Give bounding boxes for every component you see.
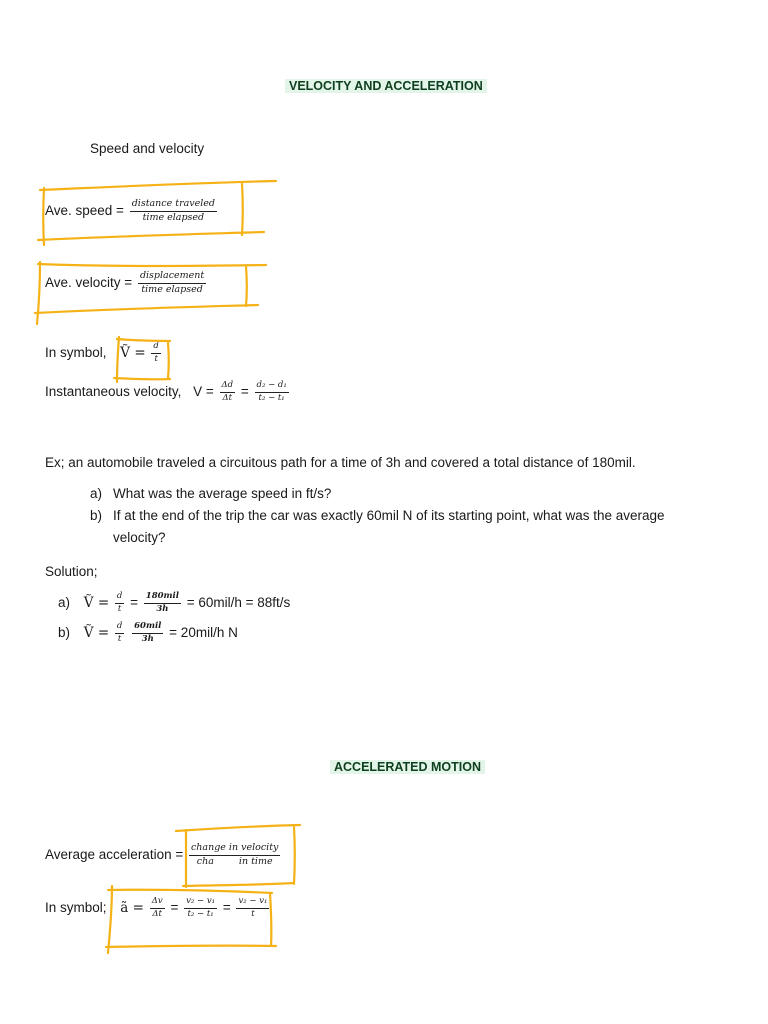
ave-speed-fraction — [130, 199, 217, 224]
fraction-numerator: d — [115, 622, 124, 634]
velocity-symbol: Ṽ = — [83, 624, 110, 641]
result-fraction — [236, 897, 269, 920]
fraction-denominator: t — [117, 603, 122, 614]
solution-b — [58, 622, 238, 645]
fraction-numerator: distance traveled — [130, 199, 217, 212]
difference-fraction — [184, 897, 217, 920]
symbol-fraction — [115, 592, 124, 615]
fraction-numerator: Δd — [220, 381, 236, 393]
fraction-numerator: d₂ − d₁ — [255, 381, 289, 393]
question-b-line1: If at the end of the trip the car was exactly 60mil N of its starting point, what was the average — [113, 508, 665, 523]
list-marker: b) — [90, 508, 103, 523]
fraction-denominator: 3h — [141, 633, 154, 644]
fraction-denominator: Δt — [152, 908, 162, 919]
fraction-numerator: 60mil — [132, 622, 163, 634]
velocity-symbol: Ṽ = — [120, 344, 146, 361]
equals-sign: = — [130, 594, 139, 610]
instantaneous-formula — [45, 381, 291, 404]
fraction-numerator: v₂ − v₁ — [236, 897, 269, 909]
example-intro: Ex; an automobile traveled a circuitous path for a time of 3h and covered a total distance of 180mil. — [45, 455, 636, 470]
fraction-denominator: t₂ − t₁ — [187, 908, 214, 919]
fraction-numerator: change in velocity — [189, 843, 280, 856]
list-marker: a) — [90, 486, 103, 501]
avg-acceleration-label: Average acceleration = — [45, 846, 184, 862]
delta-fraction — [150, 897, 165, 920]
difference-fraction — [255, 381, 289, 404]
delta-fraction — [220, 381, 236, 404]
fraction-denominator: time elapsed — [141, 283, 203, 295]
equals-sign: = — [222, 899, 231, 915]
acceleration-fraction — [189, 843, 280, 868]
velocity-symbol: V = — [193, 383, 214, 399]
solution-a — [58, 592, 290, 615]
acceleration-symbol-formula — [45, 897, 271, 920]
section-title: ACCELERATED MOTION — [330, 760, 485, 774]
fraction-denominator: t₂ − t₁ — [258, 392, 285, 403]
fraction-denominator: t — [251, 908, 255, 919]
solution-label: Solution; — [45, 564, 98, 579]
fraction-numerator: Δv — [150, 897, 165, 909]
fraction-denominator: t — [117, 633, 122, 644]
question-b-line2: velocity? — [113, 530, 166, 545]
fraction-numerator: d — [151, 342, 160, 354]
symbol-fraction — [115, 622, 124, 645]
fraction-numerator: 180mil — [144, 592, 181, 604]
solution-result: = 60mil/h = 88ft/s — [186, 594, 291, 610]
fraction-denominator: t — [154, 353, 158, 364]
ave-velocity-label: Ave. velocity = — [45, 274, 133, 290]
section-heading: Speed and velocity — [90, 141, 205, 156]
fraction-numerator: displacement — [138, 271, 206, 284]
fraction-denominator: time elapsed — [142, 211, 205, 223]
symbol-label: In symbol; — [45, 899, 107, 915]
denominator-part: cha — [196, 855, 214, 867]
avg-acceleration-formula — [45, 843, 282, 868]
acceleration-symbol: ã = — [120, 899, 144, 916]
velocity-symbol: Ṽ = — [83, 594, 110, 611]
fraction-denominator — [195, 856, 275, 868]
solution-result: = 20mil/h N — [169, 624, 238, 640]
value-fraction — [144, 592, 181, 615]
value-fraction — [132, 622, 163, 645]
symbol-label: In symbol, — [45, 344, 107, 360]
list-marker: a) — [58, 594, 71, 610]
question-a: What was the average speed in ft/s? — [113, 486, 332, 501]
denominator-part: in time — [238, 855, 273, 867]
fraction-denominator: Δt — [222, 392, 233, 403]
instantaneous-label: Instantaneous velocity, — [45, 383, 182, 399]
list-marker: b) — [58, 624, 71, 640]
symbol-fraction — [151, 342, 160, 365]
equals-sign: = — [170, 899, 179, 915]
page-title: VELOCITY AND ACCELERATION — [285, 79, 487, 93]
ave-velocity-formula — [45, 271, 208, 296]
symbol-formula — [45, 342, 163, 365]
ave-speed-formula — [45, 199, 219, 224]
fraction-numerator: v₂ − v₁ — [184, 897, 217, 909]
ave-speed-label: Ave. speed = — [45, 202, 124, 218]
fraction-numerator: d — [115, 592, 124, 604]
equals-sign: = — [240, 383, 249, 399]
fraction-denominator: 3h — [156, 603, 169, 614]
ave-velocity-fraction — [138, 271, 206, 296]
